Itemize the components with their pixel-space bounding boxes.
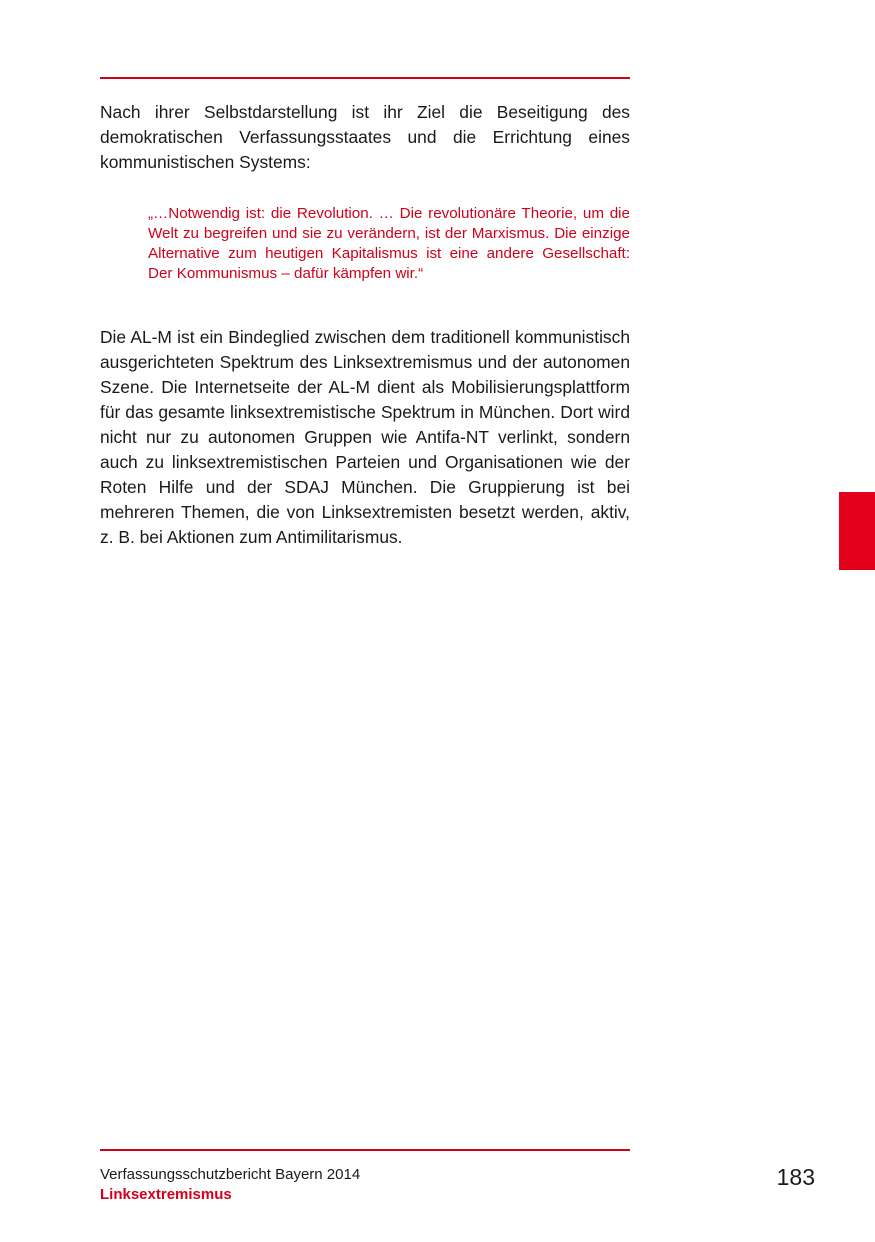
chapter-tab-marker <box>839 492 875 570</box>
footer-report-title: Verfassungsschutzbericht Bayern 2014 <box>100 1166 361 1183</box>
footer-section-name: Linksextremismus <box>100 1186 232 1203</box>
body-paragraph-1: Nach ihrer Selbstdarstellung ist ihr Ziel die Beseitigung des demokratischen Verfassungsstaates und die Errichtung eines kommunistischen Systems: <box>100 102 630 172</box>
body-paragraph-2: Die AL-M ist ein Bindeglied zwischen dem traditionell kommunistisch ausgerichteten Spektrum des Linksextremismus und der autonomen Szene. Die Internetseite der AL-M dient als Mobilisierungsplattform für das gesamte linksextremistische Spektrum in München. Dort wird nicht nur zu autonomen Gruppen wie Antifa-NT verlinkt, sondern auch zu linksextremistischen Parteien und Organisationen wie der Roten Hilfe und der SDAJ München. Die Gruppierung ist bei mehreren Themen, die von Linksextremisten besetzt werden, aktiv, z. B. bei Aktionen zum Antimilitarismus. <box>100 327 630 547</box>
quote-block: „…Notwendig ist: die Revolution. … Die revolutionäre Theorie, um die Welt zu begreifen und sie zu verändern, ist der Marxismus. Die einzige Alternative zum heutigen Kapitalismus ist eine andere Gesellschaft: Der Kommunismus – dafür kämpfen wir.“ <box>148 205 630 282</box>
footer-rule <box>100 1149 630 1151</box>
page-number: 183 <box>776 1164 815 1190</box>
top-rule <box>100 77 630 79</box>
